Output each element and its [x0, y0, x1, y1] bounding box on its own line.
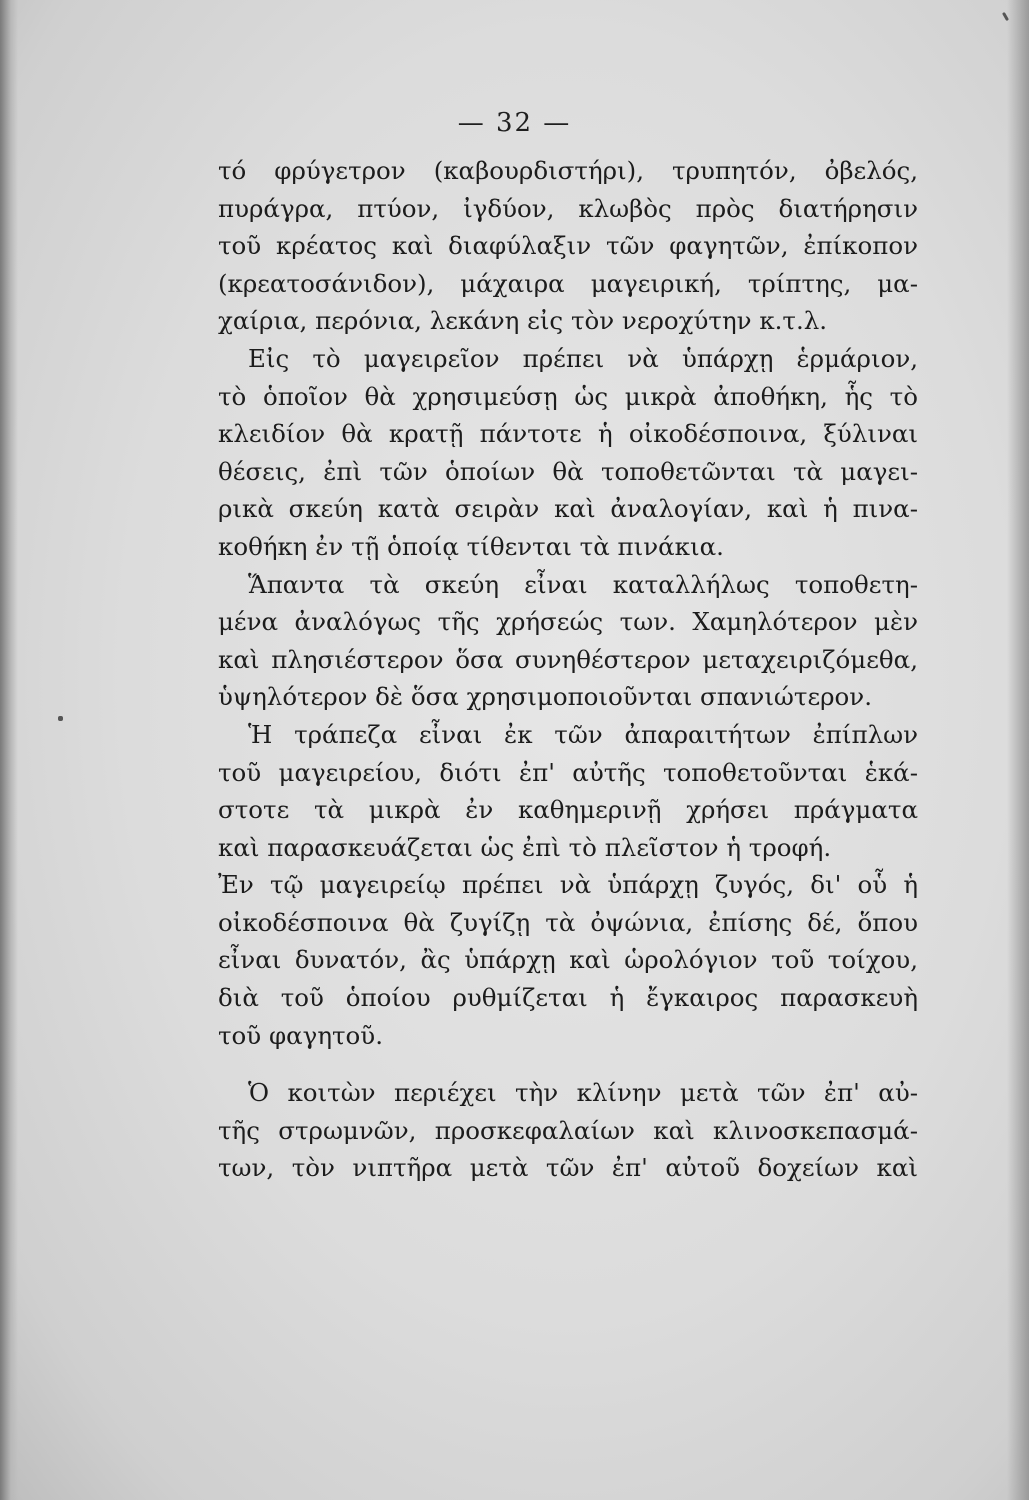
text-line: διὰ τοῦ ὁποίου ρυθμίζεται ἡ ἔγκαιρος παρασκευὴ — [218, 983, 918, 1013]
text-line: οἰκοδέσποινα θὰ ζυγίζῃ τὰ ὀψώνια, ἐπίσης δέ, ὅπου — [218, 907, 918, 937]
text-line: εἶναι δυνατόν, ἂς ὑπάρχῃ καὶ ὡρολόγιον τοῦ τοίχου, — [218, 945, 918, 975]
text-line: χαίρια, περόνια, λεκάνη εἰς τὸν νεροχύτην κ.τ.λ. — [218, 306, 828, 336]
page-spine-shadow — [0, 0, 18, 1500]
text-line: (κρεατοσάνιδον), μάχαιρα μαγειρική, τρίπτης, μα- — [218, 268, 918, 298]
paragraph-gap — [218, 1054, 918, 1074]
text-line: θέσεις, ἐπὶ τῶν ὁποίων θὰ τοποθετῶνται τὰ μαγει- — [218, 456, 918, 486]
text-line: τῆς στρωμνῶν, προσκεφαλαίων καὶ κλινοσκεπασμά- — [218, 1115, 918, 1145]
body-text — [218, 152, 918, 1187]
text-line: Ὁ κοιτὼν περιέχει τὴν κλίνην μετὰ τῶν ἐπ' αὐ- — [248, 1078, 918, 1108]
text-line: στοτε τὰ μικρὰ ἐν καθημερινῇ χρήσει πράγματα — [218, 795, 918, 825]
text-line: τό φρύγετρον (καβουρδιστήρι), τρυπητόν, ὀβελός, — [218, 156, 918, 185]
text-line: Ἡ τράπεζα εἶναι ἐκ τῶν ἀπαραιτήτων ἐπίπλων — [248, 719, 918, 749]
text-line: πυράγρα, πτύον, ἰγδύον, κλωβὸς πρὸς διατήρησιν — [218, 193, 918, 223]
text-line: Ἅπαντα τὰ σκεύη εἶναι καταλλήλως τοποθετη- — [248, 569, 918, 599]
text-line: τοῦ κρέατος καὶ διαφύλαξιν τῶν φαγητῶν, ἐπίκοπον — [218, 231, 918, 261]
text-line: καὶ πλησιέστερον ὅσα συνηθέστερον μεταχειριζόμεθα, — [218, 644, 918, 674]
text-line: τοῦ μαγειρείου, διότι ἐπ' αὐτῆς τοποθετοῦνται ἑκά- — [218, 757, 918, 787]
text-line: τοῦ φαγητοῦ. — [218, 1020, 383, 1050]
page-number: — 32 — — [457, 108, 572, 138]
text-line: Εἰς τὸ μαγειρεῖον πρέπει νὰ ὑπάρχῃ ἑρμάριον, — [248, 343, 918, 373]
text-line: ὑψηλότερον δὲ ὅσα χρησιμοποιοῦνται σπανιώτερον. — [218, 682, 872, 712]
text-line: μένα ἀναλόγως τῆς χρήσεώς των. Χαμηλότερον μὲν — [218, 607, 918, 637]
text-line: τὸ ὁποῖον θὰ χρησιμεύσῃ ὡς μικρὰ ἀποθήκη, ἧς τὸ — [218, 381, 918, 411]
page-edge-shadow — [1007, 0, 1029, 1500]
text-line: ρικὰ σκεύη κατὰ σειρὰν καὶ ἀναλογίαν, καὶ ἡ πινα- — [218, 494, 918, 524]
text-line: κοθήκη ἐν τῇ ὁποίᾳ τίθενται τὰ πινάκια. — [218, 531, 724, 561]
text-line: των, τὸν νιπτῆρα μετὰ τῶν ἐπ' αὐτοῦ δοχείων καὶ — [218, 1153, 918, 1183]
margin-mark — [58, 716, 63, 721]
text-line: κλειδίον θὰ κρατῇ πάντοτε ἡ οἰκοδέσποινα, ξύλιναι — [218, 419, 918, 449]
text-line: καὶ παρασκευάζεται ὡς ἐπὶ τὸ πλεῖστον ἡ τροφή. — [218, 832, 832, 862]
text-line: Ἐν τῷ μαγειρείῳ πρέπει νὰ ὑπάρχῃ ζυγός, δι' οὗ ἡ — [218, 870, 918, 900]
